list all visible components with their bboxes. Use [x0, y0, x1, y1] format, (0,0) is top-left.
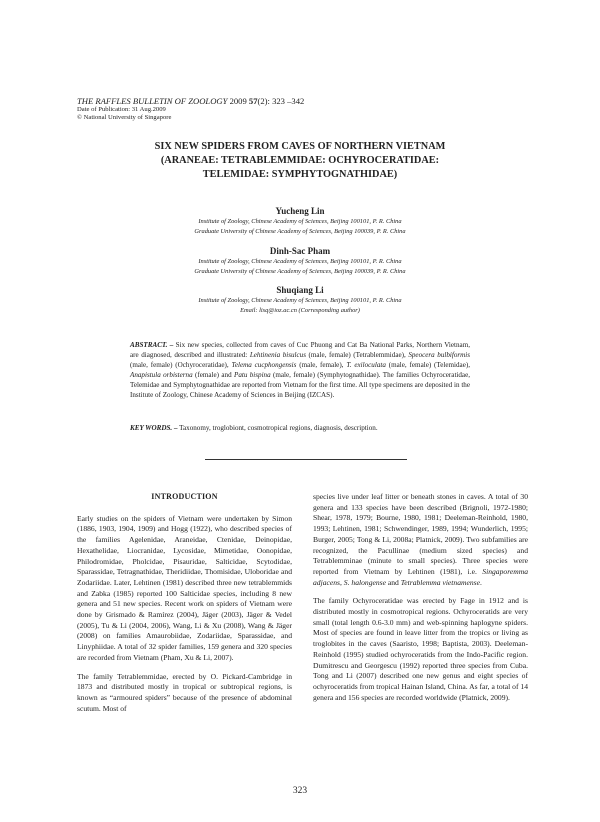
journal-citation [77, 96, 377, 106]
left-column [77, 492, 292, 722]
abstract-text: (female) and [192, 371, 234, 379]
species-name: S. halongense [343, 577, 386, 587]
keywords [130, 423, 470, 433]
body-paragraph: Early studies on the spiders of Vietnam were undertaken by Simon (1886, 1903, 1904, 1909) and Hogg (1922), who described species of the families Agelenidae, Araneidae, Ctenidae, Deinopidae, Hexathelidae, Liocranidae, Lycosidae, Mimetidae, Oonopidae, Philodromidae, Pholcidae, Pisauridae, Salticidae, Scytodidae, Sparassidae, Tetragnathidae, Theridiidae, Thomisidae, Uloboridae and Zodariidae. Later, Lehtinen (1981) described three new tetrablemmids and Zabka (1985) reported 100 Salticidae species, including 8 new genera and 51 new species. Recent work on spiders of Vietnam were done by Grismado & Ramírez (2004), Jäger (2003), Jäger & Vedel (2005), Tu & Li (2004, 2006), Wang, Li & Xu (2008), Wang & Jäger (2008) on families Amaurobiidae, Zodariidae, Sparassidae, and Linyphiidae. A total of 32 spider families, 159 genera and 320 species are recorded from Vietnam (Pham, Xu & Li, 2007). [77, 513, 292, 662]
abstract-text: (male, female) (Symphytognathidae). The families Ochyroceratidae, Telemidae and Symphytognathidae are reported from Vietnam for the first time. All type specimens are deposited in the Institute of Zoology, Chinese Academy of Sciences in Beijing (IZCAS). [130, 371, 471, 399]
title-line-3: TELEMIDAE: SYMPHYTOGNATHIDAE) [202, 169, 398, 180]
species-name: Telema cucphongensis [231, 361, 297, 369]
body-paragraph [313, 492, 528, 588]
journal-name: THE RAFFLES BULLETIN OF ZOOLOGY [77, 96, 228, 106]
author-affiliation: Graduate University of Chinese Academy of Sciences, Beijing 100039, P. R. China [194, 227, 406, 235]
title-line-1: SIX NEW SPIDERS FROM CAVES OF NORTHERN VIETNAM [154, 141, 446, 152]
author-email: Email: lisq@ioz.ac.cn (Corresponding author) [240, 306, 360, 314]
abstract-label: ABSTRACT. – [130, 341, 174, 349]
body-paragraph: The family Tetrablemmidae, erected by O. Pickard-Cambridge in 1873 and distributed mostly in tropical or subtropical regions, is known as “armoured spiders” because of the presence of abdominal scutum. Most of [77, 671, 292, 713]
page-number: 323 [292, 786, 308, 796]
copyright-line: © National University of Singapore [77, 114, 172, 121]
paper-title [90, 140, 510, 182]
right-column [313, 492, 528, 711]
abstract-text: (male, female) (Tetrablemmidae), [305, 351, 409, 359]
body-text: . [479, 577, 482, 587]
section-divider [205, 459, 407, 460]
species-name: T. exiloculata [346, 361, 386, 369]
abstract-text: Six new species, collected from caves of Cuc Phuong and Cat Ba National Parks, Northern Vietnam, are diagnosed, described and illustrated: [130, 341, 471, 359]
author-name: Yucheng Lin [275, 206, 325, 216]
section-heading: INTRODUCTION [151, 492, 218, 501]
keywords-text: Taxonomy, troglobiont, cosmotropical regions, diagnosis, description. [177, 424, 378, 432]
species-name: Singaporemma adjacens [313, 566, 528, 587]
abstract-text: (male, female) (Ochyroceratidae), [130, 361, 232, 369]
author-affiliation: Institute of Zoology, Chinese Academy of Sciences, Beijing 100101, P. R. China [198, 297, 402, 304]
species-name: Speocera bulbiformis [408, 351, 471, 359]
author-block-3 [90, 284, 510, 315]
author-affiliation: Graduate University of Chinese Academy of Sciences, Beijing 100039, P. R. China [194, 267, 406, 275]
abstract [130, 340, 470, 400]
author-name: Dinh-Sac Pham [269, 246, 331, 256]
body-paragraph: The family Ochyroceratidae was erected by Fage in 1912 and is distributed mostly in cosmotropical regions. Ochyroceratids are very small (total length 0.6-3.0 mm) and web-spinning haplogyne spiders. Most of species are found in leave litter from the tropics or living as troglobites in the caves (Saaristo, 1998; Baptista, 2003). Deeleman-Reinhold (1995) studied ochyroceratids from the Indo-Pacific region. Dumitrescu and Georgescu (1992) reported three species from Cuba. Tong and Li (2007) described one new genus and eight species of ochyroceratids from tropical Hainan Island, China. As far, a total of 14 genera and 156 species are recorded worldwide (Platnick, 2009). [313, 596, 528, 702]
journal-volume: 57 [248, 96, 258, 106]
journal-year: 2009 [229, 96, 247, 106]
journal-issue-pages: (2): 323 –342 [257, 96, 305, 106]
species-name: Anapistula orbisterna [130, 371, 193, 379]
author-affiliation: Institute of Zoology, Chinese Academy of Sciences, Beijing 100101, P. R. China [198, 218, 402, 225]
author-block-1 [90, 205, 510, 236]
abstract-text: (male, female), [296, 361, 347, 369]
keywords-label: KEY WORDS. – [130, 424, 178, 432]
species-name: Patu bispina [234, 371, 271, 379]
author-block-2 [90, 245, 510, 276]
species-name: Lehtinenia bisulcus [249, 351, 306, 359]
journal-header [77, 96, 377, 122]
author-affiliation: Institute of Zoology, Chinese Academy of Sciences, Beijing 100101, P. R. China [198, 258, 402, 265]
abstract-text: (male, female) (Telemidae), [385, 361, 470, 369]
body-text: species live under leaf litter or beneath stones in caves. A total of 30 genera and 133 species have been described (Brignoli, 1972-1980; Shear, 1978, 1979; Bourne, 1980, 1981; Deeleman-Reinhold, 1980, 1993; Lehtinen, 1981; Schwendinger, 1989, 1994; Wunderlich, 1995; Burger, 2005; Tong & Li, 2008a; Platnick, 2009). Two subfamilies are recognized, the Pacullinae (medium sized species) and Tetrablemminae (minute to small species). Three species were reported from Vietnam by Lehtinen (1981), i.e. [313, 492, 528, 576]
species-name: Tetrablemma vietnamense [400, 577, 480, 587]
title-line-2: (ARANEAE: TETRABLEMMIDAE: OCHYROCERATIDAE: [160, 155, 440, 166]
publication-date: Date of Publication: 31 Aug.2009 [77, 106, 166, 113]
author-name: Shuqiang Li [276, 285, 324, 295]
body-text: , [340, 577, 344, 587]
body-text: and [385, 577, 401, 587]
